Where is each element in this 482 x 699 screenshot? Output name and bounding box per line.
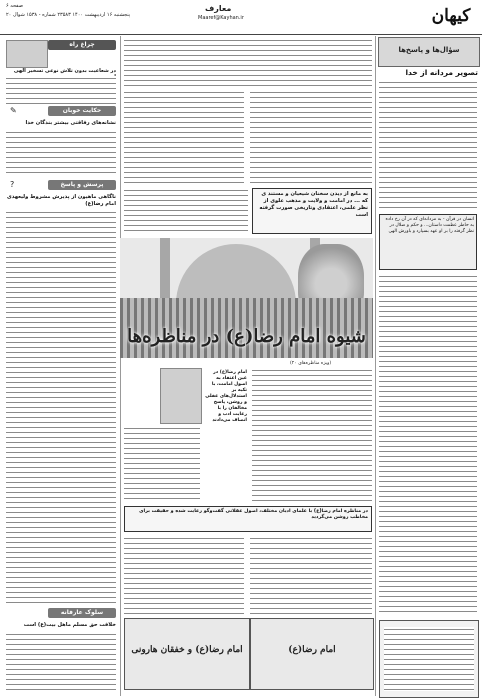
section-box [378, 37, 480, 67]
body-2 [6, 130, 116, 176]
headline-4: خلافت حق مسلم ماهل بیت(ع) است [23, 622, 116, 628]
text-col-f [124, 536, 244, 614]
feature-title: شیوه امام رضا(ع) در مناظره‌ها [127, 326, 366, 347]
section-email[interactable]: Maaref@Kayhan.ir [198, 15, 244, 21]
text-col-d [124, 426, 200, 502]
body-1 [6, 76, 116, 104]
column-divider [375, 36, 376, 696]
text-col-g [250, 536, 372, 614]
question-icon: ? [10, 180, 15, 189]
highlight-box: انسان در قرآن - به مردانه‌ای که در آن رخ داده به حاطر عظمت داستان... و حکم و ضلال در نظر گرفته را بر او عهد بسپارد و باورش الهی [379, 214, 477, 270]
text-col-e [252, 368, 372, 502]
pull-quote: امام رضا(ع) در عین اعتقاد به اصول امامت، با تکیه بر استدلال‌های عقلی و روشن، پاسخ مخالفان را با رعایت ادب و انصاف می‌دادند [203, 368, 249, 438]
kayhan-logo: کیهان [431, 6, 471, 26]
ad-box-1[interactable] [124, 618, 250, 690]
page-header [0, 0, 482, 35]
text-col-c [124, 188, 248, 234]
column-divider [120, 36, 121, 696]
body-3 [6, 210, 116, 604]
section-pill-3: پرسش و پاسخ [48, 180, 116, 190]
section-pill-4: سلوک عارفانه [48, 608, 116, 618]
right-ad-box [379, 620, 479, 698]
ad-text [384, 627, 474, 691]
page-number: صفحه ۶ [6, 3, 23, 9]
headline-1: در شعاعیت بدون تلاش نوعی تسخیر الهی [13, 68, 116, 74]
ad-box-2[interactable] [250, 618, 374, 690]
top-text [124, 38, 372, 86]
ad-box-1-title: امام رضا(ع) و خفقان هارونی [131, 645, 243, 655]
article-title: تصویر مردانه از خدا [405, 68, 478, 77]
feature-banner [120, 238, 373, 358]
portrait-image [160, 368, 202, 424]
date-text: پنجشنبه ۱۶ اردیبهشت ۱۴۰۰ [72, 12, 131, 18]
section-title: معارف [205, 4, 232, 13]
issue-text: ۲۳۵۸۳ شماره - ۱۵۳۸ شوال ۲۰ [6, 12, 71, 18]
article-body-cont [379, 274, 477, 614]
issue-date [6, 12, 130, 18]
article-body [379, 80, 477, 210]
bottom-callout: در مناظره امام رضا(ع) با علمای ادیان مختلف، اصول عقلانی گفت‌وگو رعایت شده و حقیقت برای مخاطب روشن می‌گردید [124, 506, 372, 532]
section-pill-2: حکایت خوبان [48, 106, 116, 116]
ad-box-2-title: امام رضا(ع) [288, 645, 336, 655]
headline-2: نشانه‌های رفاقتی بیشتر بندگان خدا [25, 120, 116, 126]
headline-3: ناگاهی ماهیون از پذیرش مشروط ولیعهدی امام رضا(ع) [6, 194, 116, 207]
section-image-1 [6, 40, 48, 68]
intro-callout: به مانع از دیدن سخنان شیعیان و مستند ی که ... در امامت و ولایت و مذهب علوی از نظر علمی، اعتقادی وتاریخی صورت گرفته است [252, 188, 372, 234]
byline: (ویژه مناظره‌های ۲۰) [290, 361, 332, 366]
section-box-title: سؤال‌ها و پاسخ‌ها [398, 46, 460, 54]
text-col-a [124, 90, 244, 185]
body-4 [6, 632, 116, 692]
text-col-b [250, 90, 372, 185]
pen-icon: ✎ [10, 106, 17, 115]
section-pill-1: چراغ راه [48, 40, 116, 50]
